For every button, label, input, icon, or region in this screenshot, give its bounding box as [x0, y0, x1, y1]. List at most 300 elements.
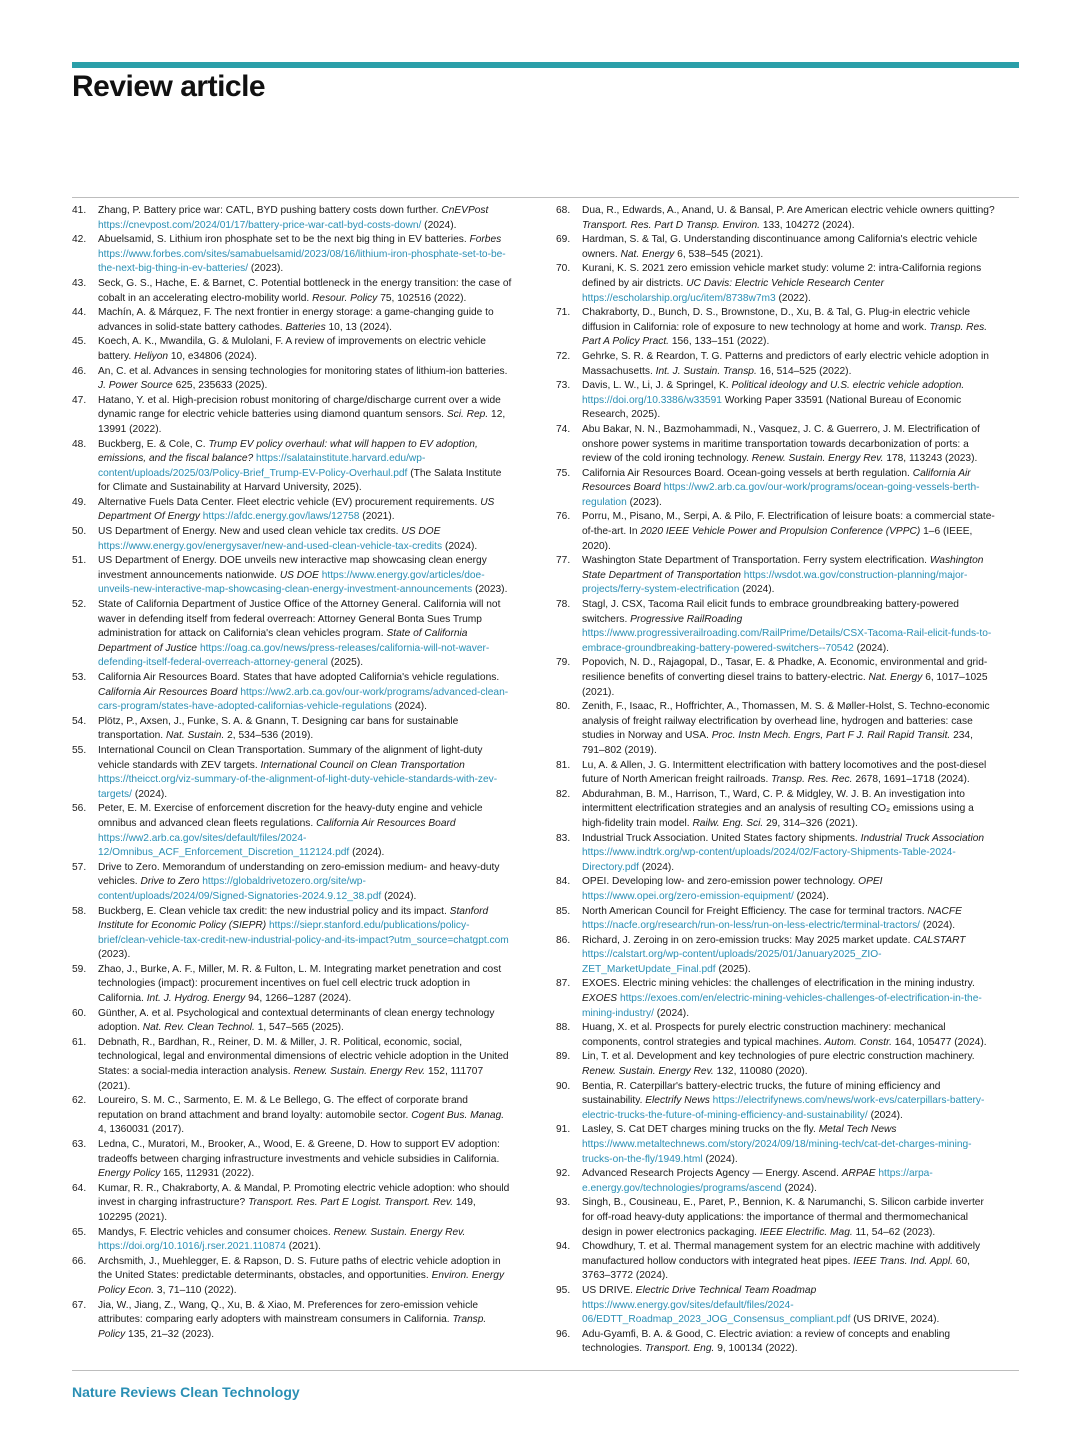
reference-details: 1, 547–565 (2025).: [257, 1022, 344, 1034]
reference-journal: Nat. Energy: [620, 248, 675, 260]
reference-link[interactable]: https://afdc.energy.gov/laws/12758: [202, 511, 360, 523]
reference-item: [556, 306, 996, 350]
header-divider: [72, 197, 1019, 198]
reference-body: [98, 554, 512, 598]
reference-item: [72, 233, 512, 277]
reference-details: 152, 111707 (2021).: [98, 1066, 484, 1092]
reference-journal: CALSTART: [913, 934, 966, 946]
reference-text: Hardman, S. & Tal, G. Understanding discontinuance among California's electric vehicle owners.: [582, 234, 978, 260]
reference-item: [72, 905, 512, 963]
reference-text: Huang, X. et al. Prospects for purely electric construction machinery: mechanical components, control strategies and typical machines.: [582, 1022, 946, 1048]
reference-link[interactable]: https://ww2.arb.ca.gov/our-work/programs/ocean-going-vessels-berth-regulation: [582, 482, 980, 508]
reference-text: Archsmith, J., Muehlegger, E. & Rapson, D. S. Future paths of electric vehicle adoption in the United States: predictable determinants, obstacles, and opportunities.: [98, 1255, 501, 1282]
reference-body: [98, 671, 512, 715]
reference-item: [556, 1196, 996, 1240]
reference-journal: Transport. Eng.: [644, 1343, 715, 1355]
reference-details: 60, 3763–3772 (2024).: [582, 1255, 970, 1282]
reference-journal: International Council on Clean Transportation: [260, 759, 465, 771]
reference-text: Peter, E. M. Exercise of enforcement discretion for the heavy-duty engine and vehicle omnibus and advanced clean fleets regulations.: [98, 803, 483, 829]
reference-journal: Renew. Sustain. Energy Rev.: [333, 1226, 466, 1238]
reference-link[interactable]: https://escholarship.org/uc/item/8738w7m3: [582, 292, 776, 304]
reference-journal: CnEVPost: [441, 205, 489, 216]
reference-body: [98, 1255, 512, 1299]
reference-link[interactable]: https://www.progressiverailroading.com/RailPrime/Details/CSX-Tacoma-Rail-elicit-funds-to-embrace-groundbreaking-battery-powered-switchers--70542: [582, 628, 992, 654]
reference-number: 88.: [556, 1022, 571, 1034]
reference-body: [98, 277, 512, 306]
reference-link[interactable]: https://cnevpost.com/2024/01/17/battery-price-war-catl-byd-costs-down/: [98, 219, 422, 231]
reference-item: [556, 934, 996, 978]
reference-number: 85.: [556, 905, 571, 917]
reference-body: [582, 759, 996, 788]
reference-journal: Stanford Institute for Economic Policy (SIEPR): [98, 905, 489, 932]
reference-number: 71.: [556, 307, 571, 319]
reference-number: 73.: [556, 380, 571, 392]
reference-number: 49.: [72, 496, 87, 508]
reference-item: [72, 335, 512, 364]
reference-item: [72, 277, 512, 306]
reference-link[interactable]: https://electrifynews.com/news/work-evs/caterpillars-battery-electric-trucks-the-future-of-mining-efficiency-and-sustainability/: [582, 1095, 985, 1121]
reference-details: 6, 1017–1025 (2021).: [582, 672, 988, 698]
reference-item: [72, 1255, 512, 1299]
reference-item: [556, 700, 996, 758]
reference-number: 90.: [556, 1080, 571, 1092]
reference-number: 83.: [556, 832, 571, 844]
reference-text: US Department of Energy. New and used clean vehicle tax credits.: [98, 526, 399, 538]
reference-text: Hatano, Y. et al. High-precision robust monitoring of charge/discharge current over a wide dynamic range for electric vehicle batteries using diamond quantum sensors.: [98, 394, 501, 421]
reference-details: 11, 54–62 (2023).: [855, 1226, 936, 1238]
reference-number: 43.: [72, 277, 87, 289]
reference-item: [72, 365, 512, 394]
reference-details: 10, e34806 (2024).: [170, 350, 257, 362]
reference-item: [72, 802, 512, 860]
reference-item: [72, 671, 512, 715]
reference-number: 84.: [556, 876, 571, 888]
reference-journal: Forbes: [469, 234, 502, 246]
reference-journal: Environ. Energy Policy Econ.: [98, 1270, 505, 1296]
reference-number: 59.: [72, 963, 87, 975]
reference-details: 1–6 (IEEE, 2020).: [582, 526, 973, 552]
reference-journal: Batteries: [285, 321, 326, 333]
reference-journal: California Air Resources Board: [316, 817, 456, 829]
reference-number: 79.: [556, 657, 571, 669]
reference-journal: ARPAE: [841, 1168, 876, 1180]
reference-number: 92.: [556, 1168, 571, 1180]
reference-number: 62.: [72, 1095, 87, 1107]
journal-name: Nature Reviews Clean Technology: [72, 1384, 300, 1400]
reference-text: Loureiro, S. M. C., Sarmento, E. M. & Le Bellego, G. The effect of corporate brand reputation on brand attachment and brand loyalty: automobile sector.: [98, 1095, 468, 1121]
reference-item: [556, 204, 996, 233]
reference-details: 133, 104272 (2024).: [762, 219, 855, 231]
reference-text: US Department of Energy. DOE unveils new interactive map showcasing clean energy investment announcements nationwide.: [98, 555, 487, 581]
reference-journal: Proc. Instn Mech. Engrs, Part F J. Rail Rapid Transit.: [711, 730, 951, 742]
reference-number: 87.: [556, 978, 571, 990]
reference-body: [98, 233, 512, 277]
reference-details: 149, 102295 (2021).: [98, 1197, 476, 1223]
reference-body: [582, 1284, 996, 1328]
reference-body: [98, 496, 512, 525]
reference-journal: Int. J. Sustain. Transp.: [655, 365, 757, 377]
reference-item: [556, 379, 996, 423]
reference-link[interactable]: https://ww2.arb.ca.gov/our-work/programs/advanced-clean-cars-program/states-have-adopted-californias-vehicle-regulations: [98, 686, 509, 713]
reference-number: 76.: [556, 511, 571, 523]
reference-item: [556, 554, 996, 598]
reference-item: [72, 554, 512, 598]
reference-text: Gehrke, S. R. & Reardon, T. G. Patterns and predictors of early electric vehicle adoption in Massachusetts.: [582, 350, 989, 377]
reference-text: Günther, A. et al. Psychological and contextual determinants of clean energy technology adoption.: [98, 1007, 495, 1034]
reference-text: Seck, G. S., Hache, E. & Barnet, C. Potential bottleneck in the energy transition: the case of cobalt in an accelerating electro-mobility world.: [98, 277, 512, 304]
reference-text: Plötz, P., Axsen, J., Funke, S. A. & Gnann, T. Designing car bans for sustainable transportation.: [98, 715, 459, 742]
reference-details: 75, 102516 (2022).: [380, 292, 467, 304]
reference-body: [98, 204, 512, 233]
reference-details: 2678, 1691–1718 (2024).: [855, 774, 970, 786]
reference-link[interactable]: https://nacfe.org/research/run-on-less/run-on-less-electric/terminal-tractors/: [582, 920, 921, 932]
reference-link[interactable]: https://theicct.org/viz-summary-of-the-alignment-of-light-duty-vehicle-standards-with-zev-targets/: [98, 774, 498, 800]
reference-journal: Transp. Res. Rec.: [771, 774, 853, 786]
reference-text: Kurani, K. S. 2021 zero emission vehicle market study: volume 2: intra-California regions defined by air districts.: [582, 263, 982, 289]
reference-journal: J. Power Source: [98, 380, 173, 392]
reference-text: Abuelsamid, S. Lithium iron phosphate set to be the next big thing in EV batteries.: [98, 234, 467, 246]
reference-body: [582, 1328, 996, 1357]
reference-item: [72, 1226, 512, 1255]
reference-number: 80.: [556, 701, 571, 713]
reference-item: [556, 1050, 996, 1079]
reference-body: [98, 1036, 512, 1094]
reference-link[interactable]: https://globaldrivetozero.org/site/wp-content/uploads/2024/09/Signed-Signatories-2024.9.12_38.pdf: [98, 876, 382, 902]
reference-journal: Nat. Sustain.: [165, 730, 225, 742]
reference-item: [556, 598, 996, 656]
reference-details: 178, 113243 (2023).: [886, 453, 978, 465]
reference-body: [582, 306, 996, 350]
reference-text: Buckberg, E. Clean vehicle tax credit: the new industrial policy and its impact.: [98, 905, 447, 917]
reference-text: Bentia, R. Caterpillar's battery-electric trucks, the future of mining efficiency and sustainability.: [582, 1080, 941, 1107]
reference-number: 67.: [72, 1299, 87, 1311]
reference-details: 3, 71–110 (2022).: [156, 1284, 237, 1296]
reference-details: 165, 112931 (2022).: [163, 1168, 255, 1180]
reference-link[interactable]: https://www.energy.gov/sites/default/files/2024-06/EDTT_Roadmap_2023_JOG_Consensus_compliant.pdf: [582, 1299, 851, 1326]
reference-details: (2024).: [424, 219, 457, 231]
reference-details: 10, 13 (2024).: [328, 321, 392, 333]
reference-journal: Heliyon: [134, 350, 169, 362]
reference-item: [72, 715, 512, 744]
reference-journal: Nat. Rev. Clean Technol.: [142, 1022, 255, 1034]
reference-text: OPEI. Developing low- and zero-emission power technology.: [582, 876, 856, 888]
reference-number: 45.: [72, 336, 87, 348]
reference-journal: UC Davis: Electric Vehicle Research Center: [686, 277, 884, 289]
reference-text: Dua, R., Edwards, A., Anand, U. & Bansal, P. Are American electric vehicle owners quitting?: [582, 205, 995, 216]
reference-journal: Progressive RailRoading: [630, 613, 743, 625]
reference-details: (2023).: [629, 496, 662, 508]
reference-link[interactable]: https://arpa-e.energy.gov/technologies/programs/ascend: [582, 1168, 933, 1194]
reference-item: [72, 1299, 512, 1343]
reference-journal: Washington State Department of Transportation: [582, 555, 984, 581]
reference-body: [582, 1240, 996, 1284]
reference-body: [98, 306, 512, 335]
reference-text: Abu Bakar, N. N., Bazmohammadi, N., Vasquez, J. C. & Guerrero, J. M. Electrification of onshore power systems in maritime transportation towards decarbonization of ports: a review of the cold ironing technology.: [582, 423, 980, 465]
reference-journal: Energy Policy: [98, 1168, 161, 1180]
reference-details: 12, 13991 (2022).: [98, 409, 506, 435]
reference-link[interactable]: https://wsdot.wa.gov/construction-planning/major-projects/ferry-system-electrification: [582, 569, 968, 596]
reference-body: [98, 1007, 512, 1036]
reference-body: [582, 1123, 996, 1167]
reference-body: [98, 963, 512, 1007]
reference-number: 94.: [556, 1241, 571, 1253]
reference-text: Machín, A. & Márquez, F. The next frontier in energy storage: a game-changing guide to advances in solid-state battery cathodes.: [98, 307, 494, 333]
reference-link[interactable]: https://oag.ca.gov/news/press-releases/california-will-not-waver-defending-itself-federal-overreach-attorney-general: [98, 642, 490, 669]
reference-item: [556, 423, 996, 467]
reference-item: [556, 875, 996, 904]
reference-link[interactable]: https://www.forbes.com/sites/samabuelsamid/2023/08/16/lithium-iron-phosphate-set-to-be-the-next-big-thing-in-ev-batteries/: [98, 248, 506, 275]
reference-link[interactable]: https://salatainstitute.harvard.edu/wp-content/uploads/2025/03/Policy-Brief_Trump-EV-Policy-Overhaul.pdf: [98, 453, 426, 479]
reference-number: 55.: [72, 744, 87, 756]
reference-details: 6, 538–545 (2021).: [677, 248, 764, 260]
reference-body: [582, 554, 996, 598]
reference-body: [582, 832, 996, 876]
reference-details: 625, 235633 (2025).: [175, 380, 268, 392]
reference-journal: 2020 IEEE Vehicle Power and Propulsion Conference (VPPC): [640, 526, 921, 538]
reference-item: [556, 977, 996, 1021]
reference-details: (2023).: [250, 263, 284, 275]
reference-item: [556, 832, 996, 876]
reference-body: [582, 510, 996, 554]
reference-item: [72, 394, 512, 438]
reference-journal: Renew. Sustain. Energy Rev.: [582, 1066, 714, 1078]
reference-number: 77.: [556, 555, 571, 567]
reference-text: Buckberg, E. & Cole, C.: [98, 438, 206, 450]
reference-journal: Renew. Sustain. Energy Rev.: [293, 1066, 426, 1078]
reference-item: [556, 759, 996, 788]
reference-details: (US DRIVE, 2024).: [853, 1314, 940, 1326]
reference-item: [556, 262, 996, 306]
reference-body: [98, 598, 512, 671]
reference-number: 51.: [72, 555, 87, 567]
reference-number: 65.: [72, 1226, 87, 1238]
reference-body: [582, 700, 996, 758]
reference-details: (2025).: [330, 657, 364, 669]
reference-details: (2024).: [742, 584, 775, 596]
reference-text: Koech, A. K., Mwandila, G. & Mulolani, F. A review of improvements on electric vehicle battery.: [98, 336, 486, 362]
reference-item: [72, 963, 512, 1007]
reference-body: [98, 802, 512, 860]
reference-link[interactable]: https://doi.org/10.3386/w33591: [582, 394, 722, 406]
reference-number: 52.: [72, 599, 87, 611]
reference-details: (2021).: [362, 511, 395, 523]
reference-details: 4, 1360031 (2017).: [98, 1124, 185, 1136]
reference-text: Stagl, J. CSX, Tacoma Rail elicit funds to embrace groundbreaking battery-powered switchers.: [582, 599, 959, 625]
reference-number: 47.: [72, 394, 87, 406]
reference-link[interactable]: https://www.energy.gov/energysaver/new-and-used-clean-vehicle-tax-credits: [98, 540, 443, 552]
reference-journal: California Air Resources Board: [582, 467, 971, 494]
reference-text: Chakraborty, D., Bunch, D. S., Brownstone, D., Xu, B. & Tal, G. Plug-in electric vehicle diffusion in California: role of exposure to new technology at home and work.: [582, 307, 971, 333]
reference-body: [582, 934, 996, 978]
reference-text: Kumar, R. R., Chakraborty, A. & Mandal, P. Promoting electric vehicle adoption: who should invest in charging infrastructure?: [98, 1182, 510, 1209]
reference-journal: Sci. Rep.: [446, 409, 489, 421]
reference-body: [582, 467, 996, 511]
reference-number: 41.: [72, 205, 87, 216]
reference-body: [582, 598, 996, 656]
reference-item: [556, 1240, 996, 1284]
reference-details: (2022).: [778, 292, 811, 304]
reference-details: (2024).: [870, 1109, 903, 1121]
reference-text: Lu, A. & Allen, J. G. Intermittent electrification with battery locomotives and the post-diesel future of North American freight railroads.: [582, 759, 987, 786]
reference-number: 44.: [72, 307, 87, 319]
reference-journal: State of California Department of Justice: [98, 628, 468, 654]
reference-item: [556, 1080, 996, 1124]
reference-item: [556, 467, 996, 511]
reference-number: 69.: [556, 234, 571, 246]
reference-number: 60.: [72, 1007, 87, 1019]
reference-link[interactable]: https://doi.org/10.1016/j.rser.2021.110874: [98, 1241, 286, 1253]
reference-text: Ledna, C., Muratori, M., Brooker, A., Wood, E. & Greene, D. How to support EV adoption: tradeoffs between charging infrastructure investments and vehicle subsidies in California.: [98, 1139, 500, 1165]
reference-details: (2024).: [784, 1182, 817, 1194]
reference-number: 54.: [72, 715, 87, 727]
reference-details: (2024).: [641, 861, 675, 873]
reference-body: [582, 1167, 996, 1196]
reference-item: [556, 1167, 996, 1196]
reference-text: Debnath, R., Bardhan, R., Reiner, D. M. & Miller, J. R. Political, economic, social, technological, legal and environmental dimensions of electric vehicle adoption in the United States: a social-media interaction analysis.: [98, 1036, 509, 1078]
reference-text: Lin, T. et al. Development and key technologies of pure electric construction machinery.: [582, 1051, 975, 1063]
reference-text: Washington State Department of Transportation. Ferry system electrification.: [582, 555, 928, 567]
reference-number: 50.: [72, 526, 87, 538]
reference-body: [98, 438, 512, 496]
reference-number: 81.: [556, 759, 571, 771]
reference-details: (2024).: [384, 890, 417, 902]
reference-number: 66.: [72, 1255, 87, 1267]
reference-item: [556, 905, 996, 934]
reference-text: Mandys, F. Electric vehicles and consumer choices.: [98, 1226, 331, 1238]
reference-journal: Autom. Constr.: [824, 1036, 892, 1048]
reference-journal: Cogent Bus. Manag.: [411, 1109, 505, 1121]
reference-item: [556, 233, 996, 262]
reference-text: Adu-Gyamfi, B. A. & Good, C. Electric aviation: a review of concepts and enabling technologies.: [582, 1328, 951, 1355]
reference-link[interactable]: https://www.opei.org/zero-emission-equipment/: [582, 890, 794, 902]
reference-details: 94, 1266–1287 (2024).: [248, 993, 352, 1005]
reference-item: [72, 744, 512, 802]
reference-body: [582, 977, 996, 1021]
reference-item: [556, 788, 996, 832]
reference-text: Davis, L. W., Li, J. & Springel, K.: [582, 380, 729, 392]
reference-item: [556, 1284, 996, 1328]
reference-text: International Council on Clean Transportation. Summary of the alignment of light-duty vehicle standards with ZEV targets.: [98, 744, 483, 771]
reference-item: [556, 1123, 996, 1167]
reference-details: 29, 314–326 (2021).: [766, 817, 858, 829]
reference-journal: Transport. Res. Part D Transp. Environ.: [582, 219, 760, 231]
reference-item: [72, 1094, 512, 1138]
reference-body: [98, 1094, 512, 1138]
reference-text: Singh, B., Cousineau, E., Paret, P., Bennion, K. & Narumanchi, S. Silicon carbide inverter for off-road heavy-duty applications: the importance of thermal and thermomechanical design in power electronics packaging.: [582, 1197, 984, 1238]
reference-journal: Transp. Res. Part A Policy Pract.: [582, 321, 988, 348]
reference-item: [72, 306, 512, 335]
reference-details: (2024).: [352, 847, 385, 859]
reference-journal: Metal Tech News: [818, 1124, 897, 1136]
reference-number: 53.: [72, 672, 87, 683]
reference-body: [98, 394, 512, 438]
reference-link[interactable]: https://www.energy.gov/articles/doe-unveils-new-interactive-map-showcasing-clean-energy-investment-announcements: [98, 569, 485, 596]
reference-text: Advanced Research Projects Agency — Energy. Ascend.: [582, 1168, 839, 1180]
reference-journal: US DOE: [279, 569, 319, 581]
reference-details: (2024).: [856, 642, 889, 654]
reference-details: (2024).: [444, 540, 478, 552]
reference-details: (2023).: [98, 949, 131, 961]
reference-journal: Electrify News: [645, 1095, 710, 1107]
reference-text: US DRIVE.: [582, 1284, 633, 1296]
reference-details: 164, 105477 (2024).: [894, 1036, 987, 1048]
reference-body: [582, 423, 996, 467]
reference-link[interactable]: https://siepr.stanford.edu/publications/policy-brief/clean-vehicle-tax-credit-new-industrial-policy-and-its-impact?utm_source=chatgpt.com: [98, 920, 509, 946]
reference-details: 2, 534–536 (2019).: [227, 730, 314, 742]
reference-body: [98, 1138, 512, 1182]
reference-link[interactable]: https://www.indtrk.org/wp-content/uploads/2024/02/Factory-Shipments-Table-2024-Directory.pdf: [582, 847, 956, 873]
reference-details: 234, 791–802 (2019).: [582, 730, 973, 756]
reference-body: [98, 744, 512, 802]
reference-item: [72, 598, 512, 671]
reference-item: [556, 510, 996, 554]
reference-number: 72.: [556, 350, 571, 362]
reference-item: [72, 496, 512, 525]
reference-details: 135, 21–32 (2023).: [128, 1328, 215, 1340]
reference-details: Working Paper 33591 (National Bureau of Economic Research, 2025).: [582, 394, 962, 421]
reference-item: [556, 1021, 996, 1050]
reference-text: Drive to Zero. Memorandum of understanding on zero-emission medium- and heavy-duty vehicles.: [98, 861, 500, 888]
reference-number: 48.: [72, 438, 87, 450]
reference-body: [582, 204, 996, 233]
reference-details: 9, 100134 (2022).: [717, 1343, 798, 1355]
reference-details: (2024).: [796, 890, 829, 902]
reference-number: 96.: [556, 1328, 571, 1340]
reference-number: 82.: [556, 788, 571, 800]
reference-body: [98, 335, 512, 364]
footer-divider: [72, 1370, 1019, 1371]
reference-details: 156, 133–151 (2022).: [671, 336, 770, 348]
reference-link[interactable]: https://ww2.arb.ca.gov/sites/default/files/2024-12/Omnibus_ACF_Enforcement_Discretion_112124.pdf: [98, 832, 350, 859]
reference-body: [98, 1299, 512, 1343]
reference-number: 74.: [556, 423, 571, 435]
reference-text: Abdurahman, B. M., Harrison, T., Ward, C. P. & Midgley, W. J. B. An investigation into intermittent electrification strategies and an analysis of resulting CO₂ emissions using a high-fidelity train model.: [582, 788, 974, 829]
reference-journal: Political ideology and U.S. electric vehicle adoption.: [731, 380, 965, 392]
reference-journal: California Air Resources Board: [98, 686, 238, 698]
reference-item: [72, 1036, 512, 1094]
reference-body: [98, 905, 512, 963]
reference-details: (2024).: [705, 1153, 738, 1165]
reference-details: 16, 514–525 (2022).: [759, 365, 852, 377]
reference-journal: Transport. Res. Part E Logist. Transport. Rev.: [248, 1197, 454, 1209]
reference-body: [582, 875, 996, 904]
reference-body: [98, 715, 512, 744]
reference-details: (2024).: [922, 920, 956, 932]
reference-link[interactable]: https://exoes.com/en/electric-mining-vehicles-challenges-of-electrification-in-the-mining-industry/: [582, 993, 982, 1019]
reference-journal: Electric Drive Technical Team Roadmap: [635, 1284, 817, 1296]
reference-journal: Transp. Policy: [98, 1314, 487, 1340]
reference-number: 58.: [72, 905, 87, 917]
reference-item: [72, 438, 512, 496]
reference-number: 68.: [556, 205, 571, 216]
reference-link[interactable]: https://www.metaltechnews.com/story/2024/09/18/mining-tech/cat-det-charges-mining-trucks-on-the-fly/1949.html: [582, 1139, 972, 1165]
reference-number: 56.: [72, 803, 87, 815]
reference-text: Alternative Fuels Data Center. Fleet electric vehicle (EV) procurement requirements.: [98, 496, 478, 508]
reference-journal: NACFE: [927, 905, 962, 917]
reference-details: 132, 110080 (2020).: [716, 1066, 808, 1078]
reference-number: 89.: [556, 1051, 571, 1063]
reference-journal: Resour. Policy: [312, 292, 378, 304]
reference-body: [582, 233, 996, 262]
reference-details: (2025).: [718, 963, 751, 975]
reference-item: [72, 861, 512, 905]
reference-body: [582, 1021, 996, 1050]
reference-number: 95.: [556, 1284, 571, 1296]
page-header-title: Review article: [72, 70, 266, 103]
reference-link[interactable]: https://calstart.org/wp-content/uploads/2025/01/January2025_ZIO-ZET_MarketUpdate_Final.pdf: [582, 949, 882, 975]
reference-number: 93.: [556, 1197, 571, 1209]
reference-number: 70.: [556, 263, 571, 275]
